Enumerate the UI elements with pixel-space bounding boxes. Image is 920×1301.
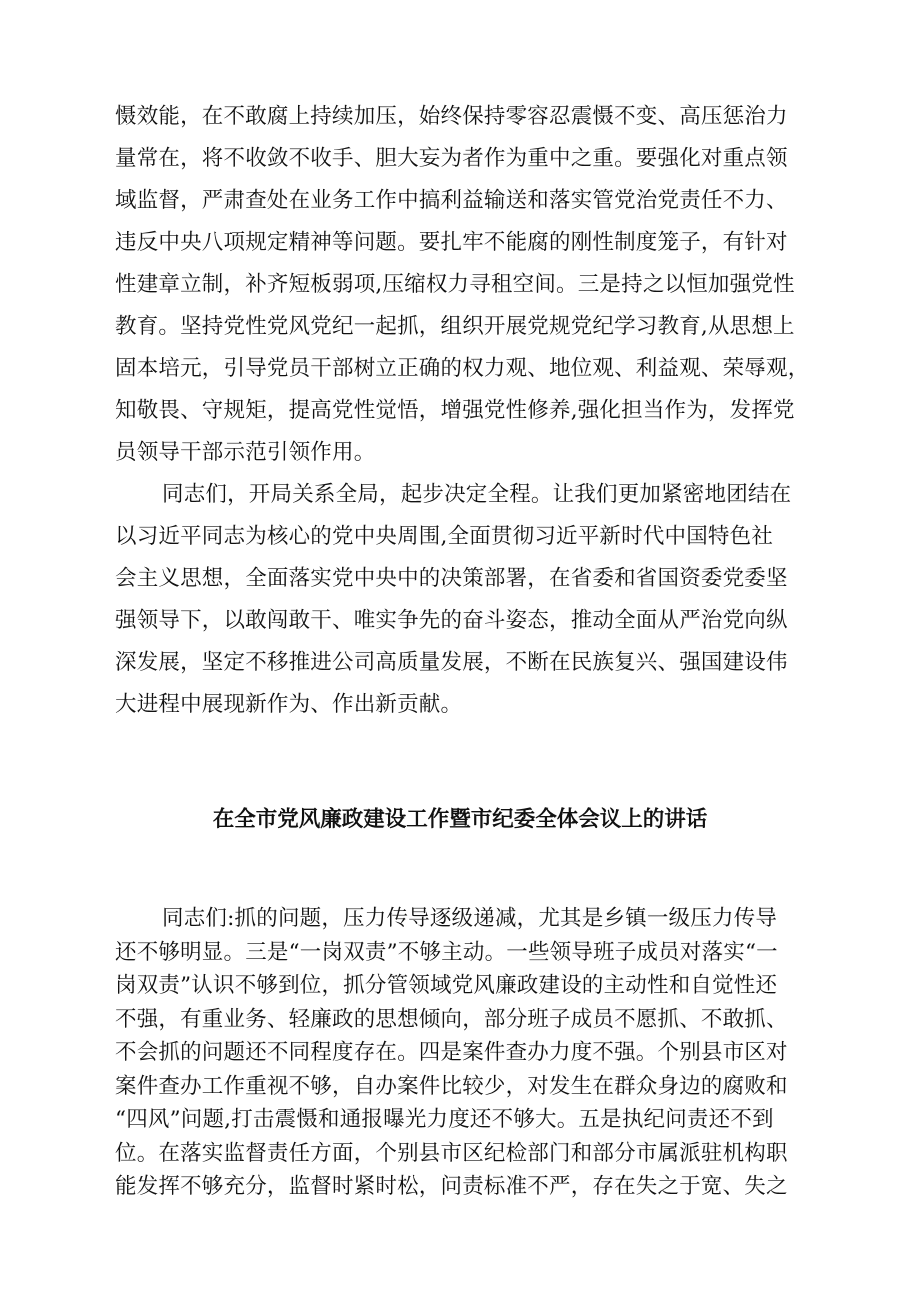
paragraph-line: 大进程中展现新作为、作出新贡献。 xyxy=(115,692,463,717)
paragraph-line: 位。在落实监督责任方面，个别县市区纪检部门和部分市属派驻机构职 xyxy=(115,1140,788,1166)
speech-body-section xyxy=(115,902,835,1204)
paragraph-line: 违反中央八项规定精神等问题。要扎牢不能腐的刚性制度笼子，有针对 xyxy=(115,230,788,255)
paragraph-line: 固本培元，引导党员干部树立正确的权力观、地位观、利益观、荣辱观， xyxy=(115,356,810,381)
speech-title: 在全市党风廉政建设工作暨市纪委全体会议上的讲话 xyxy=(212,807,708,832)
paragraph-line: 知敬畏、守规矩，提高党性觉悟，增强党性修养,强化担当作为，发挥党 xyxy=(115,398,795,423)
paragraph-line: 员领导干部示范引领作用。 xyxy=(115,440,376,465)
paragraph-line: 案件查办工作重视不够，自办案件比较少，对发生在群众身边的腐败和 xyxy=(115,1073,788,1099)
paragraph-line: 强领导下，以敢闯敢干、唯实争先的奋斗姿态，推动全面从严治党向纵 xyxy=(115,608,788,633)
paragraph-line: 同志们:抓的问题，压力传导逐级递减，尤其是乡镇一级压力传导 xyxy=(162,906,778,931)
paragraph-line: 慑效能，在不敢腐上持续加压，始终保持零容忍震慑不变、高压惩治力 xyxy=(115,104,788,129)
paragraph-line: “四风”问题,打击震慑和通报曝光力度还不够大。五是执纪问责还不到 xyxy=(115,1107,774,1132)
paragraph-line: 不强，有重业务、轻廉政的思想倾向，部分班子成员不愿抓、不敢抓、 xyxy=(115,1006,788,1032)
paragraph-line: 教育。坚持党性党风党纪一起抓，组织开展党规党纪学习教育,从思想上 xyxy=(115,314,795,339)
paragraph-line: 以习近平同志为核心的党中央周围,全面贯彻习近平新时代中国特色社 xyxy=(115,524,774,549)
paragraph-line: 不会抓的问题还不同程度存在。四是案件查办力度不强。个别县市区对 xyxy=(115,1040,788,1065)
paragraph-line: 岗双责”认识不够到位，抓分管领域党风廉政建设的主动性和自觉性还 xyxy=(115,973,778,998)
paragraph-line: 同志们，开局关系全局，起步决定全程。让我们更加紧密地团结在 xyxy=(162,482,792,507)
paragraph-line: 域监督，严肃查处在业务工作中搞利益输送和落实管党治党责任不力、 xyxy=(115,188,788,213)
paragraph-line: 还不够明显。三是“一岗双责”不够主动。一些领导班子成员对落实“一 xyxy=(115,939,778,965)
paragraph-line: 性建章立制，补齐短板弱项,压缩权力寻租空间。三是持之以恒加强党性 xyxy=(115,272,795,297)
speech-continuation-section xyxy=(115,96,835,726)
paragraph-line: 深发展，坚定不移推进公司高质量发展，不断在民族复兴、强国建设伟 xyxy=(115,650,788,675)
paragraph-line: 能发挥不够充分，监督时紧时松，问责标准不严，存在失之于宽、失之 xyxy=(115,1174,788,1199)
paragraph-line: 量常在，将不收敛不收手、胆大妄为者作为重中之重。要强化对重点领 xyxy=(115,146,788,171)
paragraph-line: 会主义思想，全面落实党中央中的决策部署，在省委和省国资委党委坚 xyxy=(115,566,788,591)
